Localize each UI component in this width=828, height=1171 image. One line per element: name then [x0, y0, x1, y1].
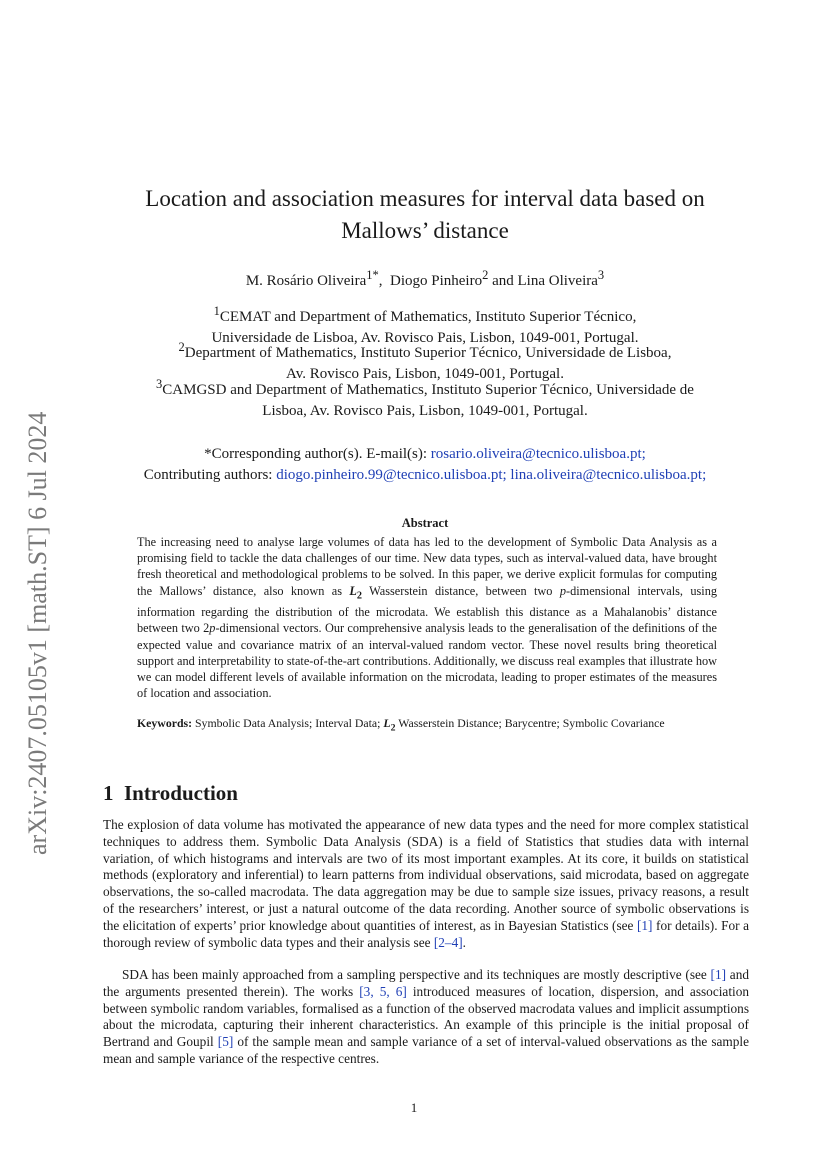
author-superscript: 3 — [597, 268, 605, 282]
author-list: M. Rosário Oliveira$^{1*}$, Diogo Pinheiro$^2$ and Lina Oliveira$^3$ — [245, 268, 605, 289]
affiliation-superscript: 1 — [213, 304, 220, 318]
affiliation-superscript: 3 — [156, 377, 163, 391]
citation-link[interactable]: [5] — [217, 1034, 234, 1050]
citation-link[interactable]: [3, 5, 6] — [359, 983, 407, 999]
arxiv-identifier-text: arXiv:2407.05105v1 [math.ST] 6 Jul 2024 — [23, 411, 52, 855]
paragraph-text: The explosion of data volume has motivated the appearance of new data types and the need for more complex statistical techniques to address them. Symbolic Data Analysis (SDA) is a field of Statistics that studies data with internal variation, of which histograms and intervals are two of its most important examples. At its core, it builds on statistical methods (exploratory and inferential) to learn patterns from individual observations, said microdata, based on aggregate observations, the so-called macrodata. The data aggregation may be due to sample size issues, privacy reasons, a result of the researchers’ interest, or just a natural outcome of the data recording. Another source of symbolic observations is the elicitation of experts’ prior knowledge about quantities of interest, as in Bayesian Statistics (see — [103, 817, 749, 933]
email-link[interactable]: rosario.oliveira@tecnico.ulisboa.pt; — [430, 446, 646, 462]
keywords — [137, 716, 727, 733]
author-superscript: 2 — [482, 268, 489, 282]
paper-title — [90, 183, 760, 247]
paragraph-text: for details). For a thorough review of symbolic data types and their analysis see — [103, 917, 749, 950]
abstract-text: Wasserstein distance, between two — [362, 583, 560, 598]
affiliation-line: Av. Rovisco Pais, Lisbon, 1049-001, Portugal. — [286, 366, 564, 382]
abstract-text: -dimensional intervals, using information regarding the distribution of the microdata. We establish this distance as a Mahalanobis’ distance between two 2 — [137, 583, 717, 636]
email-link[interactable]: lina.oliveira@tecnico.ulisboa.pt; — [510, 467, 707, 483]
affiliation-line: Universidade de Lisboa, Av. Rovisco Pais, Lisbon, 1049-001, Portugal. — [211, 330, 639, 346]
math-symbol: L — [383, 716, 391, 730]
math-subscript: 2 — [390, 722, 396, 734]
author-name: Diogo Pinheiro — [390, 273, 483, 289]
abstract-text: -dimensional vectors. Our comprehensive analysis leads to the generalisation of the definitions of the expected value and covariance matrix of an interval-valued random vector. These novel results bring theoretical support and interpretability to state-of-the-art contributions. Additionally, we discuss real examples that illustrate how we can model different levels of available information on the microdata, leading to proper estimates of the measures of location and association. — [137, 621, 717, 701]
keywords-text: Wasserstein Distance; Barycentre; Symbolic Covariance — [395, 716, 665, 730]
title-line-1: Location and association measures for interval data based on — [145, 186, 705, 211]
affiliation-superscript: 2 — [178, 340, 185, 354]
math-subscript: 2 — [356, 590, 362, 602]
section-number: 1 — [103, 781, 114, 805]
section-title: Introduction — [124, 781, 238, 805]
paragraph-text: introduced measures of location, dispersion, and association between symbolic random variables, formalised as a function of the observed macrodata values and implicit assumptions about the microdata, capturing their inherent characteristics. An example of this principle is the initial proposal of Bertrand and Goupil — [103, 983, 750, 1050]
abstract-text: The increasing need to analyse large volumes of data has led to the development of Symbolic Data Analysis as a promising field to tackle the data challenges of our time. New data types, such as interval-valued data, have brought fresh theoretical and methodological problems to be solved. In this paper, we derive explicit formulas for computing the Mallows’ distance, also known as — [137, 535, 717, 598]
author-name: M. Rosário Oliveira — [245, 273, 367, 289]
title-line-2: Mallows’ distance — [341, 218, 509, 243]
citation-link[interactable]: [2–4] — [433, 934, 463, 950]
email-link[interactable]: diogo.pinheiro.99@tecnico.ulisboa.pt; — [276, 467, 507, 483]
corresponding-label: *Corresponding author(s). E-mail(s): — [204, 446, 431, 462]
math-symbol: L — [349, 583, 357, 598]
affiliation-line: CAMGSD and Department of Mathematics, Instituto Superior Técnico, Universidade de — [162, 382, 694, 398]
keywords-label: Keywords: — [137, 716, 193, 730]
paragraph-text: . — [462, 934, 466, 950]
section-heading — [103, 781, 238, 806]
keywords-text: Symbolic Data Analysis; Interval Data; — [192, 716, 384, 730]
body-paragraph — [103, 817, 749, 951]
author-superscript: 1* — [366, 268, 379, 282]
paragraph-text: SDA has been mainly approached from a sampling perspective and its techniques are mostly descriptive (see — [122, 967, 711, 982]
paragraph-text: and the arguments presented therein). The works — [103, 967, 749, 999]
affiliation-line: CEMAT and Department of Mathematics, Instituto Superior Técnico, — [219, 309, 637, 325]
arxiv-identifier-stamp — [10, 360, 58, 860]
abstract-body — [137, 534, 717, 701]
citation-link[interactable]: [1] — [710, 967, 727, 982]
author-conjunction: and — [492, 273, 514, 289]
paragraph-text: of the sample mean and sample variance of a set of interval-valued observations as the sample mean and sample variance of the respective centres. — [103, 1034, 749, 1066]
page-number: 1 — [410, 1100, 418, 1115]
contributing-label: Contributing authors: — [143, 467, 277, 483]
citation-link[interactable]: [1] — [636, 917, 653, 933]
affiliation-line: Department of Mathematics, Instituto Superior Técnico, Universidade de Lisboa, — [184, 345, 672, 361]
abstract-heading: Abstract — [401, 516, 449, 530]
body-paragraph — [103, 967, 749, 1068]
affiliation-3 — [90, 374, 760, 422]
math-symbol: p — [209, 621, 216, 636]
author-name: Lina Oliveira — [517, 273, 598, 289]
corresponding-authors — [90, 444, 760, 486]
math-symbol: p — [559, 583, 566, 598]
affiliation-line: Lisboa, Av. Rovisco Pais, Lisbon, 1049-001, Portugal. — [262, 403, 588, 419]
